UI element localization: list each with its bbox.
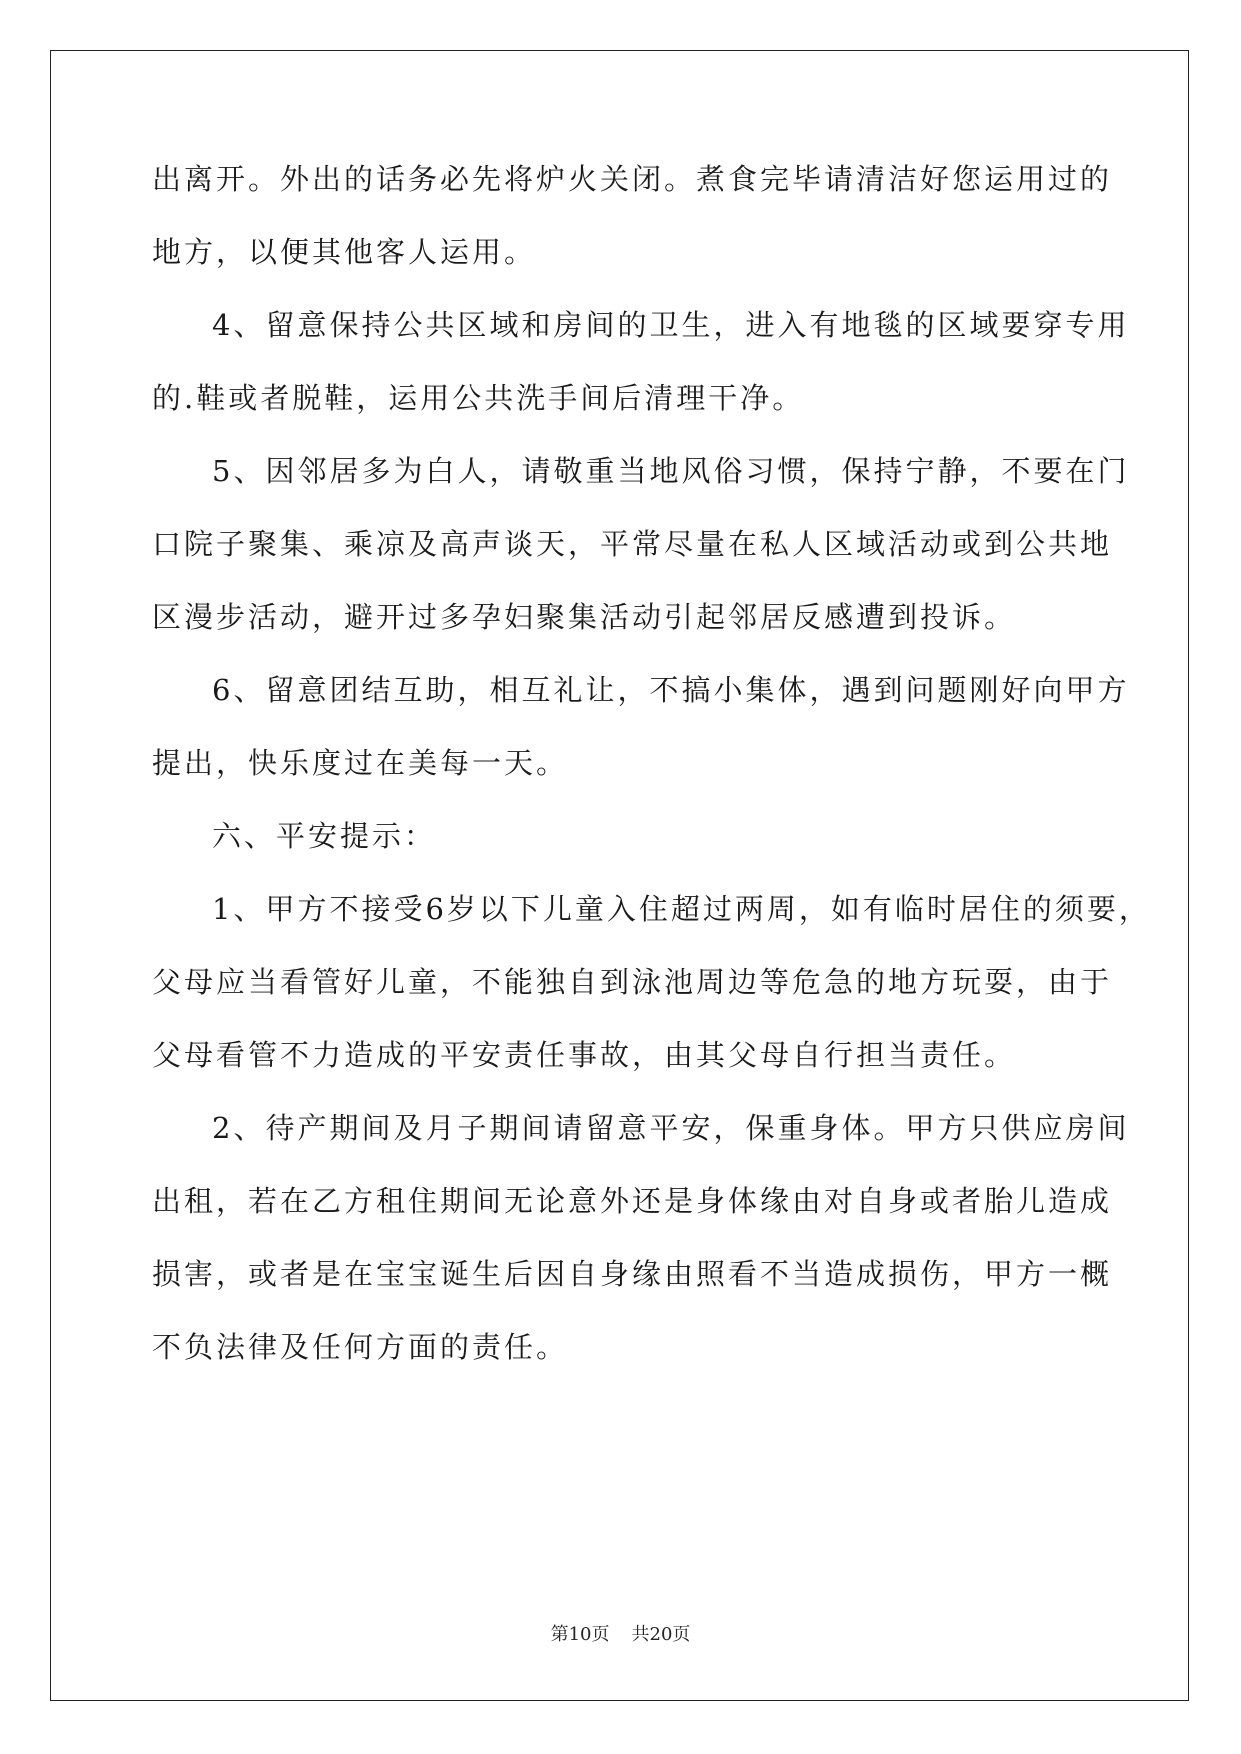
text-line: 的.鞋或者脱鞋，运用公共洗手间后清理干净。	[152, 381, 805, 415]
text-line: 出租，若在乙方租住期间无论意外还是身体缘由对自身或者胎儿造成	[152, 1184, 1113, 1218]
text-line: 区漫步活动，避开过多孕妇聚集活动引起邻居反感遭到投诉。	[152, 600, 1017, 634]
text-line: 6、留意团结互助，相互礼让，不搞小集体，遇到问题刚好向甲方	[212, 673, 1130, 707]
text-line: 2、待产期间及月子期间请留意平安，保重身体。甲方只供应房间	[212, 1111, 1130, 1145]
text-line: 出离开。外出的话务必先将炉火关闭。煮食完毕请清洁好您运用过的	[152, 162, 1113, 196]
document-body	[152, 160, 1151, 1401]
text-line: 地方，以便其他客人运用。	[152, 235, 537, 269]
text-line: 口院子聚集、乘凉及高声谈天，平常尽量在私人区域活动或到公共地	[152, 527, 1113, 561]
text-line: 5、因邻居多为白人，请敬重当地风俗习惯，保持宁静，不要在门	[212, 454, 1130, 488]
page-total: 共20页	[631, 1624, 691, 1645]
page-footer	[0, 1620, 1241, 1646]
text-line: 1、甲方不接受6岁以下儿童入住超过两周，如有临时居住的须要，	[212, 892, 1151, 926]
text-line: 损害，或者是在宝宝诞生后因自身缘由照看不当造成损伤，甲方一概	[152, 1257, 1113, 1291]
text-line: 4、留意保持公共区域和房间的卫生，进入有地毯的区域要穿专用	[212, 308, 1130, 342]
page-number: 第10页	[550, 1624, 610, 1645]
text-line: 不负法律及任何方面的责任。	[152, 1330, 569, 1364]
text-line: 提出，快乐度过在美每一天。	[152, 746, 569, 780]
text-line: 父母应当看管好儿童，不能独自到泳池周边等危急的地方玩耍，由于	[152, 965, 1113, 999]
section-heading: 六、平安提示：	[212, 819, 437, 853]
text-line: 父母看管不力造成的平安责任事故，由其父母自行担当责任。	[152, 1038, 1017, 1072]
